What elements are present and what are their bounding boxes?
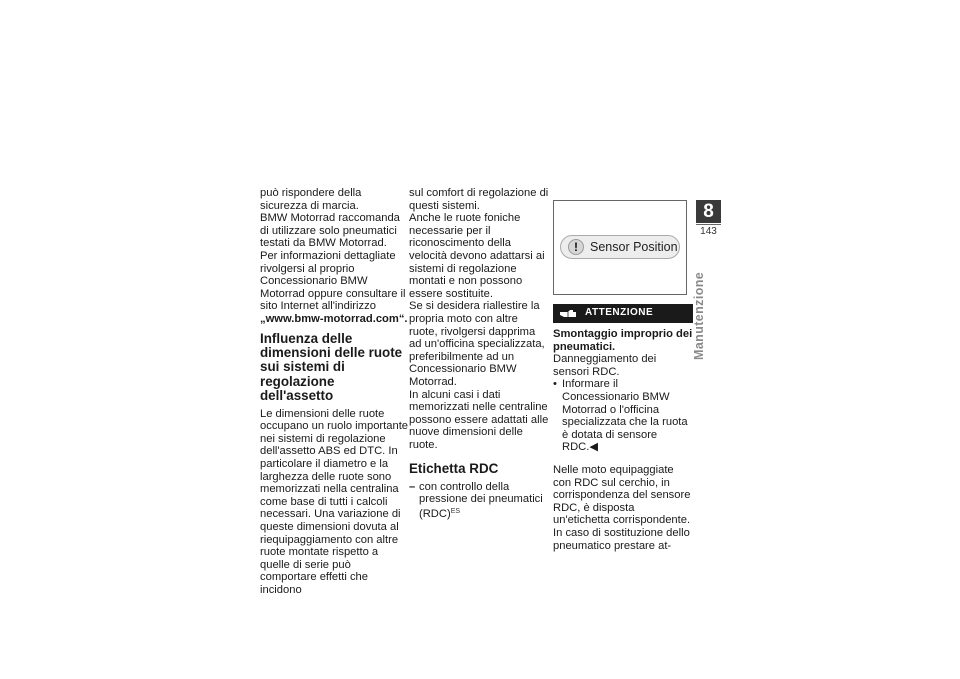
paragraph-text: Per informazioni dettagliate rivolgersi al proprio Concessionario BMW Motorrad oppure consultare il sito Internet all'indirizzo	[260, 249, 406, 313]
column-3	[553, 187, 693, 552]
list-item-label: con controllo della pressione dei pneumatici (RDC)	[419, 480, 543, 521]
list-item	[553, 378, 693, 454]
column-2	[409, 187, 549, 521]
warning-text: Danneggiamento dei sensori RDC.	[553, 353, 657, 378]
warning-icon: !	[568, 239, 584, 255]
list-item-text: Informare il Concessionario BMW Motorrad o l'officina specializzata che la ruota è dotata di sensore RDC.◀	[562, 378, 688, 454]
attention-bar	[553, 304, 693, 323]
paragraph	[260, 250, 410, 326]
column-1	[260, 187, 410, 596]
sensor-label-figure	[553, 200, 687, 295]
sensor-label-text: Sensor Position	[590, 239, 678, 254]
website-link[interactable]: „www.bmw-motorrad.com“.	[260, 312, 408, 325]
chapter-number: 8	[696, 200, 721, 223]
list-item	[409, 481, 549, 521]
sensor-label-sticker	[560, 235, 680, 259]
list-item-text	[419, 481, 549, 521]
paragraph: In alcuni casi i dati memorizzati nelle centraline possono essere adattati alle nuove dimensioni delle ruote.	[409, 388, 549, 451]
paragraph: Se si desidera riallestire la propria moto con altre ruote, rivolgersi dapprima ad un'officina specializzata, preferibilmente ad un Concessionario BMW Motorrad.	[409, 300, 545, 388]
paragraph: Nelle moto equipaggiate con RDC sul cerchio, in corrispondenza del sensore RDC, è disposta un'etichetta corrispondente. In caso di sostituzione dello pneumatico prestare at-	[553, 463, 691, 552]
page-number: 143	[700, 226, 717, 237]
attention-label: ATTENZIONE	[585, 307, 654, 319]
section-heading: Etichetta RDC	[409, 461, 499, 477]
bullet-mark: •	[553, 378, 557, 391]
paragraph: BMW Motorrad raccomanda di utilizzare solo pneumatici testati da BMW Motorrad.	[260, 212, 400, 250]
paragraph: può rispondere della sicurezza di marcia.	[260, 187, 362, 212]
equipment-code: ES	[450, 508, 461, 516]
dash-mark: –	[409, 480, 416, 493]
paragraph: sul comfort di regolazione di questi sistemi.	[409, 187, 549, 212]
paragraph: Anche le ruote foniche necessarie per il riconoscimento della velocità devono adattarsi ai sistemi di regolazione montati e non possono essere sostituite.	[409, 212, 545, 300]
paragraph: Le dimensioni delle ruote occupano un ruolo importante nei sistemi di regolazione dell'assetto ABS ed DTC. In particolare il diametro e la larghezza delle ruote sono memorizzati nella centralina come base di tutti i calcoli necessari. Una variazione di queste dimensioni dovuta al riequipaggiamento con altre ruote montate rispetto a quelle di serie può comportare effetti che incidono	[260, 407, 409, 596]
section-title: Manutenzione	[692, 271, 706, 360]
warning-title: Smontaggio improprio dei pneumatici.	[553, 328, 693, 353]
chapter-divider	[696, 224, 721, 225]
section-heading: Influenza delle dimensioni delle ruote sui sistemi di regolazione dell'assetto	[260, 330, 403, 404]
hand-warning-icon	[559, 309, 577, 319]
